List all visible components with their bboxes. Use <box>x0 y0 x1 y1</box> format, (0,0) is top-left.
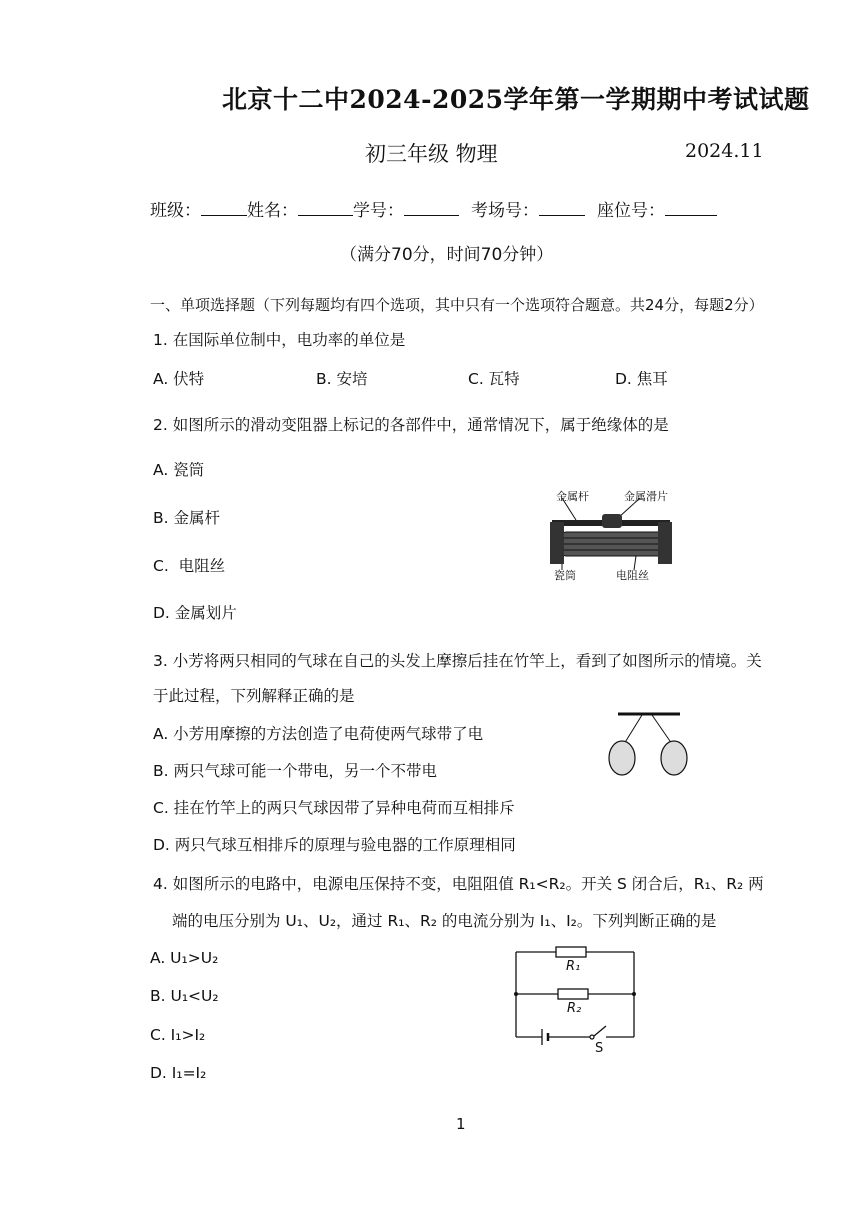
q3-option-a[interactable]: A. 小芳用摩擦的方法创造了电荷使两气球带了电 <box>153 725 484 743</box>
grade-subject: 初三年级 物理 <box>365 142 498 166</box>
section-heading: 一、单项选择题（下列每题均有四个选项，其中只有一个选项符合题意。共24分，每题2分） <box>150 296 764 314</box>
label-porcelain-tube: 瓷筒 <box>554 569 576 582</box>
q3-option-d[interactable]: D. 两只气球互相排斥的原理与验电器的工作原理相同 <box>153 836 516 854</box>
rheostat-figure <box>540 482 680 582</box>
q4-option-a[interactable]: A. U₁>U₂ <box>150 949 219 967</box>
q2-option-d[interactable]: D. 金属划片 <box>153 604 237 622</box>
q4-option-b[interactable]: B. U₁<U₂ <box>150 987 219 1005</box>
room-blank[interactable] <box>539 199 585 216</box>
q4-option-c[interactable]: C. I₁>I₂ <box>150 1026 206 1044</box>
student-info-line <box>150 196 717 221</box>
q3-stem-line1: 3. 小芳将两只相同的气球在自己的头发上摩擦后挂在竹竿上，看到了如图所示的情境。关 <box>153 652 762 670</box>
student-id-blank[interactable] <box>404 199 459 216</box>
q4-stem-line2: 端的电压分别为 U₁、U₂，通过 R₁、R₂ 的电流分别为 I₁、I₂。下列判断正确的是 <box>172 912 717 930</box>
q3-stem-line2: 于此过程，下列解释正确的是 <box>153 687 355 705</box>
q1-option-a[interactable]: A. 伏特 <box>153 370 205 388</box>
q1-stem: 1. 在国际单位制中，电功率的单位是 <box>153 331 406 349</box>
label-resistance-wire: 电阻丝 <box>616 569 649 582</box>
label-metal-rod: 金属杆 <box>556 490 589 503</box>
q1-option-d[interactable]: D. 焦耳 <box>615 370 668 388</box>
seat-blank[interactable] <box>665 199 717 216</box>
q2-option-b[interactable]: B. 金属杆 <box>153 509 220 527</box>
class-label: 班级： <box>150 201 201 221</box>
q2-option-a[interactable]: A. 瓷筒 <box>153 461 205 479</box>
seat-label: 座位号： <box>597 201 665 221</box>
name-blank[interactable] <box>298 199 353 216</box>
exam-title: 北京十二中2024-2025学年第一学期期中考试试题 <box>222 85 810 114</box>
q2-option-c[interactable]: C. 电阻丝 <box>153 557 226 575</box>
balloons-figure <box>600 708 695 780</box>
class-blank[interactable] <box>201 199 247 216</box>
page-number: 1 <box>456 1115 466 1133</box>
exam-date: 2024.11 <box>685 140 764 162</box>
label-metal-slider: 金属滑片 <box>624 490 668 503</box>
q3-option-b[interactable]: B. 两只气球可能一个带电，另一个不带电 <box>153 762 437 780</box>
circuit-figure <box>506 942 646 1057</box>
q3-option-c[interactable]: C. 挂在竹竿上的两只气球因带了异种电荷而互相排斥 <box>153 799 515 817</box>
circuit-label-switch: S <box>595 1041 604 1056</box>
room-label: 考场号： <box>471 201 539 221</box>
q2-stem: 2. 如图所示的滑动变阻器上标记的各部件中，通常情况下，属于绝缘体的是 <box>153 416 669 434</box>
q1-option-c[interactable]: C. 瓦特 <box>468 370 520 388</box>
circuit-label-r1: R₁ <box>566 959 581 974</box>
q4-option-d[interactable]: D. I₁=I₂ <box>150 1064 207 1082</box>
score-info: （满分70分，时间70分钟） <box>340 245 554 265</box>
q4-stem-line1: 4. 如图所示的电路中，电源电压保持不变，电阻阻值 R₁<R₂。开关 S 闭合后，R₁、R₂ 两 <box>153 875 764 893</box>
circuit-label-r2: R₂ <box>567 1001 582 1016</box>
name-label: 姓名： <box>247 201 298 221</box>
q1-option-b[interactable]: B. 安培 <box>316 370 368 388</box>
student-id-label: 学号： <box>353 201 404 221</box>
